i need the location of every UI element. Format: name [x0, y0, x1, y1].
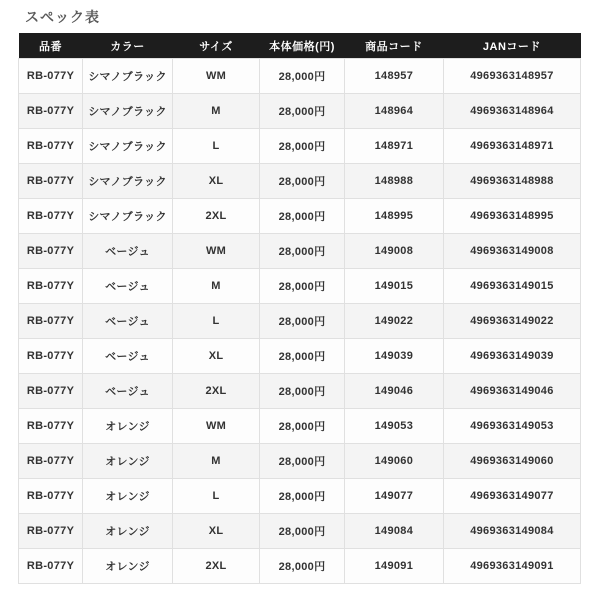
table-cell-size: WM [172, 59, 259, 94]
table-cell-hinban: RB-077Y [19, 129, 83, 164]
table-cell-color: ベージュ [83, 304, 173, 339]
spec-table-container [18, 33, 581, 584]
table-cell-jan-code: 4969363149077 [443, 479, 580, 514]
table-cell-hinban: RB-077Y [19, 199, 83, 234]
table-cell-color: シマノブラック [83, 199, 173, 234]
table-cell-product-code: 149053 [344, 409, 443, 444]
table-cell-price: 28,000円 [260, 514, 345, 549]
table-row [19, 234, 581, 269]
table-row [19, 129, 581, 164]
table-cell-jan-code: 4969363149084 [443, 514, 580, 549]
table-cell-jan-code: 4969363149015 [443, 269, 580, 304]
table-cell-jan-code: 4969363149008 [443, 234, 580, 269]
table-cell-jan-code: 4969363148995 [443, 199, 580, 234]
table-cell-hinban: RB-077Y [19, 549, 83, 584]
table-cell-product-code: 149077 [344, 479, 443, 514]
table-cell-price: 28,000円 [260, 234, 345, 269]
table-cell-color: オレンジ [83, 549, 173, 584]
table-cell-hinban: RB-077Y [19, 409, 83, 444]
column-header-jan-code: JANコード [443, 33, 580, 59]
table-cell-color: オレンジ [83, 409, 173, 444]
table-row [19, 514, 581, 549]
table-cell-hinban: RB-077Y [19, 269, 83, 304]
table-row [19, 374, 581, 409]
table-cell-size: 2XL [172, 549, 259, 584]
table-cell-size: XL [172, 164, 259, 199]
table-cell-jan-code: 4969363148964 [443, 94, 580, 129]
table-row [19, 479, 581, 514]
table-cell-color: ベージュ [83, 374, 173, 409]
table-cell-jan-code: 4969363148971 [443, 129, 580, 164]
table-cell-hinban: RB-077Y [19, 94, 83, 129]
table-cell-size: M [172, 444, 259, 479]
table-row [19, 199, 581, 234]
table-cell-size: 2XL [172, 199, 259, 234]
table-row [19, 59, 581, 94]
table-cell-hinban: RB-077Y [19, 479, 83, 514]
table-row [19, 339, 581, 374]
table-row [19, 94, 581, 129]
table-cell-product-code: 149022 [344, 304, 443, 339]
table-cell-color: シマノブラック [83, 59, 173, 94]
table-row [19, 164, 581, 199]
table-cell-product-code: 149060 [344, 444, 443, 479]
table-cell-color: シマノブラック [83, 94, 173, 129]
table-cell-size: M [172, 269, 259, 304]
table-cell-product-code: 149039 [344, 339, 443, 374]
table-row [19, 304, 581, 339]
table-cell-price: 28,000円 [260, 339, 345, 374]
table-cell-hinban: RB-077Y [19, 234, 83, 269]
table-cell-jan-code: 4969363149022 [443, 304, 580, 339]
table-cell-jan-code: 4969363149091 [443, 549, 580, 584]
table-row [19, 444, 581, 479]
table-cell-jan-code: 4969363149053 [443, 409, 580, 444]
table-cell-price: 28,000円 [260, 199, 345, 234]
table-cell-price: 28,000円 [260, 444, 345, 479]
table-cell-price: 28,000円 [260, 269, 345, 304]
table-cell-product-code: 149091 [344, 549, 443, 584]
table-cell-size: M [172, 94, 259, 129]
table-cell-hinban: RB-077Y [19, 59, 83, 94]
table-cell-color: オレンジ [83, 514, 173, 549]
table-cell-price: 28,000円 [260, 549, 345, 584]
table-cell-size: L [172, 479, 259, 514]
table-cell-color: ベージュ [83, 234, 173, 269]
table-cell-size: XL [172, 339, 259, 374]
table-cell-size: XL [172, 514, 259, 549]
table-cell-color: オレンジ [83, 479, 173, 514]
table-cell-hinban: RB-077Y [19, 444, 83, 479]
table-cell-size: L [172, 129, 259, 164]
table-cell-size: WM [172, 409, 259, 444]
table-cell-jan-code: 4969363148988 [443, 164, 580, 199]
table-cell-price: 28,000円 [260, 479, 345, 514]
table-cell-hinban: RB-077Y [19, 374, 83, 409]
column-header-color: カラー [83, 33, 173, 59]
table-cell-color: ベージュ [83, 339, 173, 374]
table-cell-color: シマノブラック [83, 164, 173, 199]
table-cell-jan-code: 4969363149046 [443, 374, 580, 409]
table-cell-product-code: 148957 [344, 59, 443, 94]
table-cell-price: 28,000円 [260, 374, 345, 409]
table-row [19, 409, 581, 444]
spec-table-header-row [19, 33, 581, 59]
table-cell-price: 28,000円 [260, 129, 345, 164]
table-cell-hinban: RB-077Y [19, 304, 83, 339]
column-header-hinban: 品番 [19, 33, 83, 59]
column-header-size: サイズ [172, 33, 259, 59]
table-cell-price: 28,000円 [260, 94, 345, 129]
table-cell-hinban: RB-077Y [19, 514, 83, 549]
table-row [19, 549, 581, 584]
page-title: スペック表 [25, 9, 100, 25]
table-cell-product-code: 148988 [344, 164, 443, 199]
table-cell-product-code: 149015 [344, 269, 443, 304]
table-cell-jan-code: 4969363149060 [443, 444, 580, 479]
column-header-product-code: 商品コード [344, 33, 443, 59]
table-cell-size: L [172, 304, 259, 339]
table-cell-product-code: 148964 [344, 94, 443, 129]
table-cell-price: 28,000円 [260, 409, 345, 444]
column-header-price: 本体価格(円) [260, 33, 345, 59]
table-cell-price: 28,000円 [260, 59, 345, 94]
table-cell-jan-code: 4969363149039 [443, 339, 580, 374]
spec-table-body [19, 59, 581, 584]
table-cell-size: 2XL [172, 374, 259, 409]
table-cell-product-code: 149084 [344, 514, 443, 549]
table-cell-jan-code: 4969363148957 [443, 59, 580, 94]
table-row [19, 269, 581, 304]
table-cell-color: ベージュ [83, 269, 173, 304]
table-cell-product-code: 148995 [344, 199, 443, 234]
table-cell-hinban: RB-077Y [19, 339, 83, 374]
table-cell-hinban: RB-077Y [19, 164, 83, 199]
table-cell-product-code: 149046 [344, 374, 443, 409]
table-cell-color: シマノブラック [83, 129, 173, 164]
table-cell-size: WM [172, 234, 259, 269]
table-cell-price: 28,000円 [260, 304, 345, 339]
table-cell-product-code: 148971 [344, 129, 443, 164]
table-cell-color: オレンジ [83, 444, 173, 479]
table-cell-product-code: 149008 [344, 234, 443, 269]
spec-table [18, 33, 581, 584]
table-cell-price: 28,000円 [260, 164, 345, 199]
